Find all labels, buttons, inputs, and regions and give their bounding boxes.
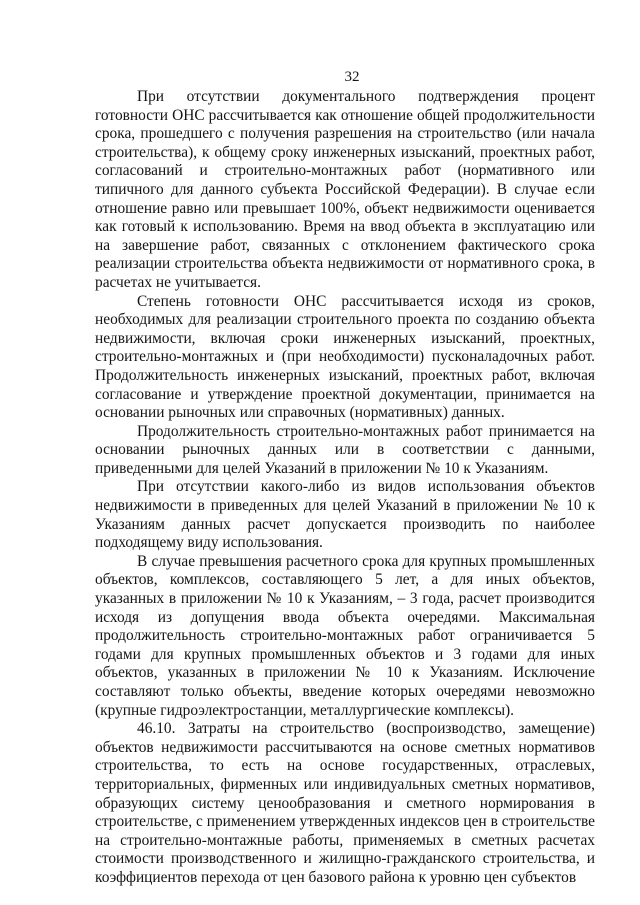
page-number: 32: [344, 69, 360, 85]
paragraph-completion-degree: Степень готовности ОНС рассчитывается исходя из сроков, необходимых для реализации строительного проекта по созданию объекта недвижимости, включая сроки инженерных изысканий, проектных, строительно-монтажных и (при необходимости) пусконаладочных работ. Продолжительность инженерных изысканий, проектных работ, включая согласование и утверждение проектной документации, принимается на основании рыночных или справочных (нормативных) данных.: [95, 292, 595, 422]
paragraph-construction-costs: 46.10. Затраты на строительство (воспроизводство, замещение) объектов недвижимости рассчитываются на основе сметных нормативов строительства, то есть на основе государственных, отраслевых, территориальных, фирменных или индивидуальных сметных нормативов, образующих систему ценообразования и сметного нормирования в строительстве, с применением утвержденных индексов цен в строительстве на строительно-монтажные работы, применяемых в сметных расчетах стоимости производственного и жилищно-гражданского строительства, и коэффициентов перехода от цен базового района к уровню цен субъектов: [95, 720, 595, 886]
paragraph-completion-percentage: При отсутствии документального подтверждения процент готовности ОНС рассчитывается как отношение общей продолжительности срока, прошедшего с получения разрешения на строительство (или начала строительства), к общему сроку инженерных изысканий, проектных работ, согласований и строительно-монтажных работ (нормативного или типичного для данного субъекта Российской Федерации). В случае если отношение равно или превышает 100%, объект недвижимости оценивается как готовый к использованию. Время на ввод объекта в эксплуатацию или на завершение работ, связанных с отклонением фактического срока реализации строительства объекта недвижимости от нормативного срока, в расчетах не учитывается.: [95, 88, 595, 291]
paragraph-missing-use-type: При отсутствии какого-либо из видов использования объектов недвижимости в приведенных для целей Указаний в приложении № 10 к Указаниям данных расчет допускается производить по наиболее подходящему виду использования.: [95, 478, 595, 552]
paragraph-construction-duration: Продолжительность строительно-монтажных работ принимается на основании рыночных данных или в соответствии с данными, приведенными для целей Указаний в приложении № 10 к Указаниям.: [95, 422, 595, 477]
paragraph-phased-commissioning: В случае превышения расчетного срока для крупных промышленных объектов, комплексов, составляющего 5 лет, а для иных объектов, указанных в приложении № 10 к Указаниям, – 3 года, расчет производится исходя из допущения ввода объекта очередями. Максимальная продолжительность строительно-монтажных работ ограничивается 5 годами для крупных промышленных объектов и 3 годами для иных объектов, указанных в приложении № 10 к Указаниям. Исключение составляют только объекты, введение которых очередями невозможно (крупные гидроэлектростанции, металлургические комплексы).: [95, 552, 595, 719]
document-body: [95, 88, 595, 888]
